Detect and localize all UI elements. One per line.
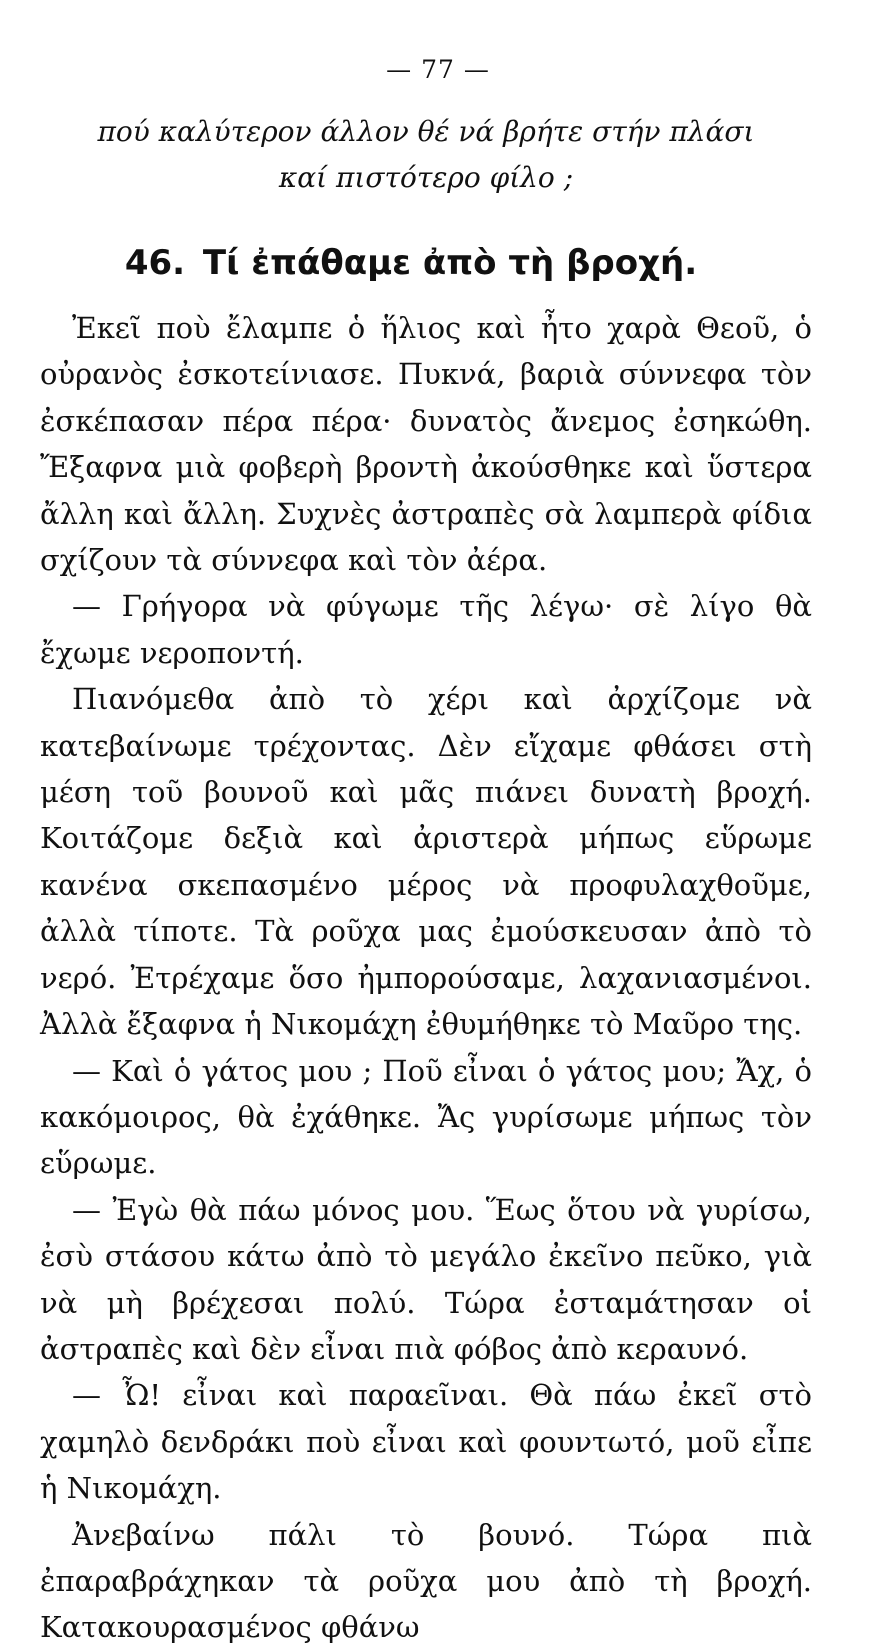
page-number: — 77 — [386,55,490,84]
body-paragraph: Πιανόμεθα ἀπὸ τὸ χέρι καὶ ἀρχίζομε νὰ κατεβαίνωμε τρέχοντας. Δὲν εἴχαμε φθάσει στὴ μέση τοῦ βουνοῦ καὶ μᾶς πιάνει δυνατὴ βροχή. Κοιτάζομε δεξιὰ καὶ ἀριστερὰ μήπως εὕρωμε κανένα σκεπασμένο μέρος νὰ προφυλαχθοῦμε, ἀλλὰ τίποτε. Τὰ ροῦχα μας ἐμούσκευσαν ἀπὸ τὸ νερό. Ἐτρέχαμε ὅσο ἠμπορούσαμε, λαχανιασμένοι. Ἀλλὰ ἔξαφνα ἡ Νικομάχη ἐθυμήθηκε τὸ Μαῦρο της. [40,682,812,1042]
dialogue-paragraph: — Γρήγορα νὰ φύγωμε τῆς λέγω· σὲ λίγο θὰ ἔχωμε νεροποντή. [40,589,812,670]
section-title: Τί ἐπάθαμε ἀπὸ τὴ βροχή. [202,243,698,283]
poem-line: καί πιστότερο φίλο ; [278,161,574,194]
dialogue-paragraph: — Καὶ ὁ γάτος μου ; Ποῦ εἶναι ὁ γάτος μου; Ἄχ, ὁ κακόμοιρος, θὰ ἐχάθηκε. Ἄς γυρίσωμε μήπως τὸν εὕρωμε. [40,1053,812,1181]
dialogue-paragraph: — Ἐγὼ θὰ πάω μόνος μου. Ἕως ὅτου νὰ γυρίσω, ἐσὺ στάσου κάτω ἀπὸ τὸ μεγάλο ἐκεῖνο πεῦκο, γιὰ νὰ μὴ βρέχεσαι πολύ. Τώρα ἐσταμάτησαν οἱ ἀστραπὲς καὶ δὲν εἶναι πιὰ φόβος ἀπὸ κεραυνό. [40,1192,812,1366]
body-paragraph: Ἀνεβαίνω πάλι τὸ βουνό. Τώρα πιὰ ἐπαραβράχηκαν τὰ ροῦχα μου ἀπὸ τὴ βροχή. Κατακουρασμένος φθάνω [40,1517,812,1645]
poem-line: πού καλύτερον άλλον θέ νά βρήτε στήν πλάσι [97,115,755,148]
book-page [40,55,812,1645]
section-number: 46. [124,243,186,283]
poem-verse [40,109,812,201]
section-heading [40,243,812,283]
body-paragraph: Ἐκεῖ ποὺ ἔλαμπε ὁ ἥλιος καὶ ἦτο χαρὰ Θεοῦ, ὁ οὐρανὸς ἐσκοτείνιασε. Πυκνά, βαριὰ σύννεφα τὸν ἐσκέπασαν πέρα πέρα· δυνατὸς ἄνεμος ἐσηκώθη. Ἔξαφνα μιὰ φοβερὴ βροντὴ ἀκούσθηκε καὶ ὕστερα ἄλλη καὶ ἄλλη. Συχνὲς ἀστραπὲς σὰ λαμπερὰ φίδια σχίζουν τὰ σύννεφα καὶ τὸν ἀέρα. [40,311,812,578]
dialogue-paragraph: — Ὦ! εἶναι καὶ παραεῖναι. Θὰ πάω ἐκεῖ στὸ χαμηλὸ δενδράκι ποὺ εἶναι καὶ φουντωτό, μοῦ εἶπε ἡ Νικομάχη. [40,1378,812,1506]
